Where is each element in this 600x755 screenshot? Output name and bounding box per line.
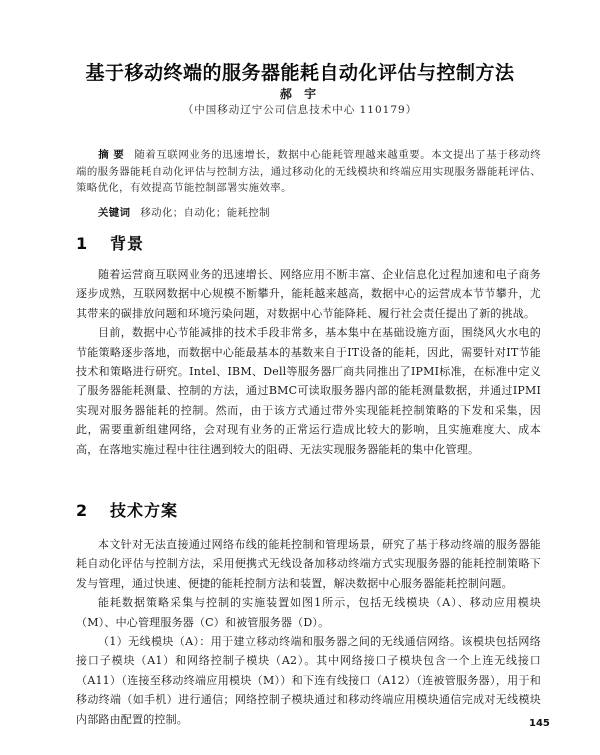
section-body-technical-solution [76, 535, 541, 729]
author-name: 郝 宇 [279, 87, 321, 101]
paragraph: 能耗数据策略采集与控制的实施装置如图1所示，包括无线模块（A）、移动应用模块（M）、中心管理服务器（C）和被管服务器（D）。 [76, 596, 541, 629]
section-title: 技术方案 [110, 501, 179, 520]
page-number: 145 [529, 718, 550, 729]
section-number: 2 [76, 501, 89, 520]
abstract-text: 随着互联网业务的迅速增长，数据中心能耗管理越来越重要。本文提出了基于移动终端的服务器能耗自动化评估与控制方法，通过移动化的无线模块和终端应用实现服务器能耗评估、策略优化，有效提高节能控制部署实施效率。 [76, 149, 541, 195]
section-heading-technical-solution [76, 498, 178, 521]
abstract-label: 摘 要 [98, 149, 125, 161]
abstract-block [76, 147, 541, 197]
keywords-label: 关键词 [98, 207, 131, 219]
paragraph: 本文针对无法直接通过网络布线的能耗控制和管理场景，研究了基于移动终端的服务器能耗自动化评估与控制方法，采用便携式无线设备加移动终端方式实现服务器的能耗控制策略下发与管理，通过快速、便捷的能耗控制方法和装置，解决数据中心服务器能耗控制问题。 [76, 538, 541, 590]
section-body-background [76, 265, 541, 459]
paragraph: （1）无线模块（A）：用于建立移动终端和服务器之间的无线通信网络。该模块包括网络接口子模块（A1）和网络控制子模块（A2）。其中网络接口子模块包含一个上连无线接口（A11）（连接至移动终端应用模块（M））和下连有线接口（A12）（连被管服务器），用于和移动终端（如手机）进行通信；网络控制子模块通过和移动终端应用模块通信完成对无线模块内部路由配置的控制。 [76, 635, 541, 726]
paper-title: 基于移动终端的服务器能耗自动化评估与控制方法 [85, 62, 515, 84]
author-affiliation: （中国移动辽宁公司信息技术中心 110179） [182, 104, 418, 116]
keywords-text: 移动化；自动化；能耗控制 [140, 207, 270, 219]
paragraph: 目前，数据中心节能减排的技术手段非常多，基本集中在基础设施方面，围绕风火水电的节能策略逐步落地，而数据中心能最基本的基数来自于IT设备的能耗，因此，需要针对IT节能技术和策略进行研究。Intel、IBM、Dell等服务器厂商共同推出了IPMI标准，在标准中定义了服务器能耗测量、控制的方法，通过BMC可读取服务器内部的能耗测量数据，并通过IPMI实现对服务器能耗的控制。然而，由于该方式通过带外实现能耗控制策略的下发和采集，因此，需要重新组建网络，会对现有业务的正常运行造成比较大的影响，且实施难度大、成本高，在落地实施过程中往往遇到较大的阻碍、无法实现服务器能耗的集中化管理。 [76, 326, 541, 456]
section-heading-background [76, 231, 144, 254]
section-number: 1 [76, 234, 89, 253]
section-title: 背景 [110, 234, 145, 253]
paragraph: 随着运营商互联网业务的迅速增长、网络应用不断丰富、企业信息化过程加速和电子商务逐步成熟，互联网数据中心规模不断攀升，能耗越来越高，数据中心的运营成本节节攀升，尤其带来的碳排放问题和环境污染问题，对数据中心节能降耗、履行社会责任提出了新的挑战。 [76, 268, 541, 320]
keywords-block [98, 204, 538, 219]
